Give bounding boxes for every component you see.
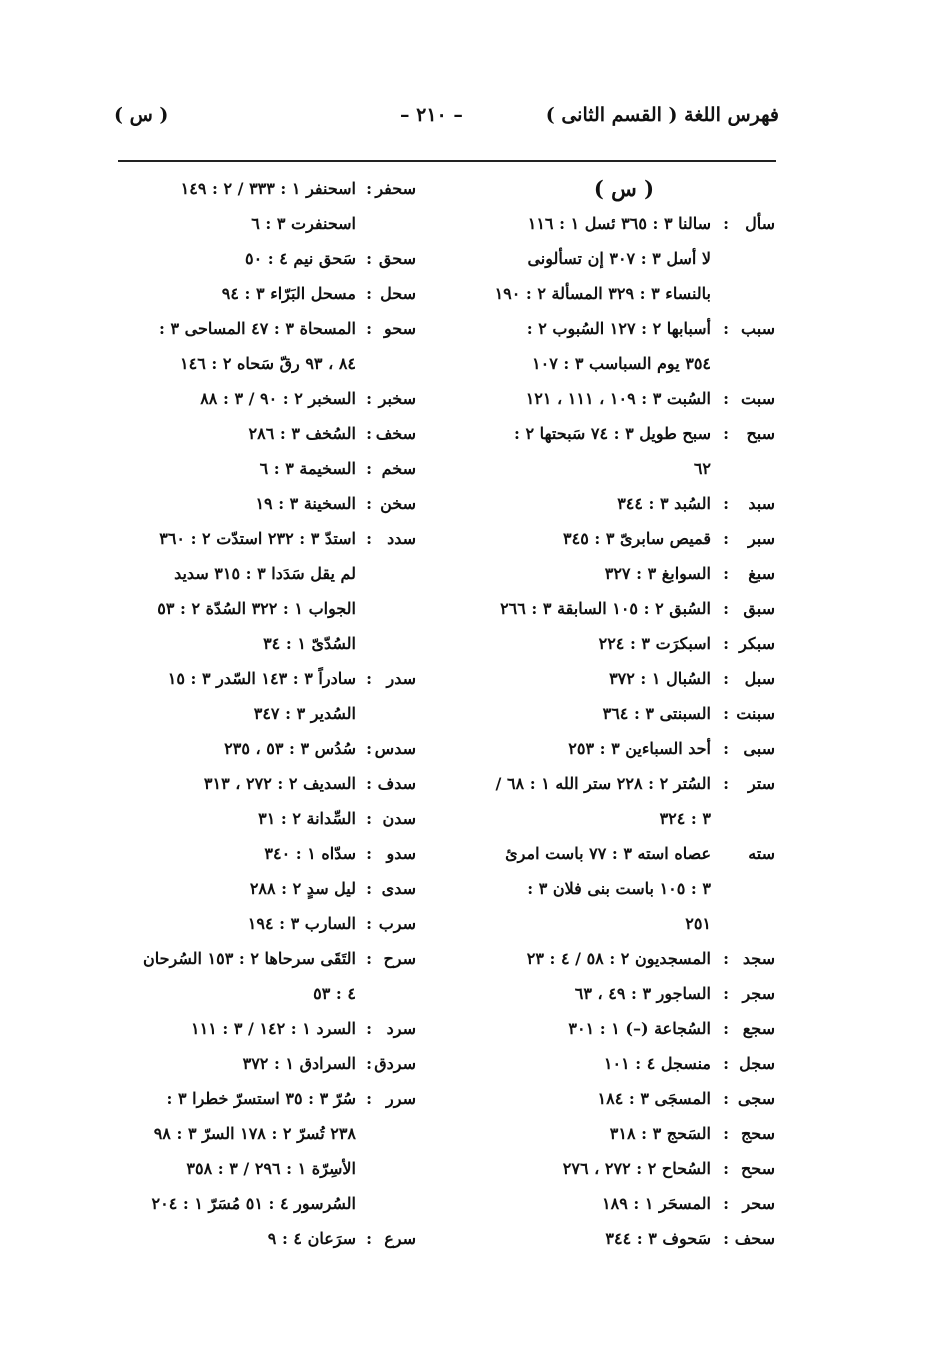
entry-references: ٢٣٨ تُسرّ ٢ : ١٧٨ السرّ ٣ : ٩٨ [153, 1124, 356, 1143]
entry-root: سدف [377, 774, 416, 793]
entry-separator: : [723, 529, 729, 548]
entry-root: سردق [374, 1054, 416, 1073]
entry-references: اسحنفر ١ : ٣٣٣ / ٢ : ١٤٩ [180, 179, 356, 198]
index-entry [114, 1011, 416, 1046]
entry-separator: : [723, 739, 729, 758]
index-entry [114, 941, 416, 976]
entry-root: سخف [375, 424, 416, 443]
entry-separator: : [366, 1054, 372, 1073]
entry-separator: : [723, 1124, 729, 1143]
index-entry [473, 241, 775, 276]
entry-references: سبح طويل ٣ : ٧٤ سَبحتها ٢ : [514, 424, 711, 443]
index-entry [473, 486, 775, 521]
entry-references: سدّاه ١ : ٣٤٠ [264, 844, 356, 863]
index-entry [473, 1081, 775, 1116]
index-entry [473, 206, 775, 241]
index-entry [114, 801, 416, 836]
entry-root: سبب [741, 319, 775, 338]
entry-separator: : [723, 1159, 729, 1178]
index-entry [114, 1081, 416, 1116]
entry-separator: : [723, 1194, 729, 1213]
entry-references: سَحق نيم ٤ : ٥٠ [245, 249, 356, 268]
index-entry [473, 1151, 775, 1186]
index-entry [473, 451, 775, 486]
entry-root: سجع [742, 1019, 775, 1038]
entry-references: السُخف ٣ : ٢٨٦ [248, 424, 356, 443]
entry-references: ٣ : ١٠٥ باست بنى فلان ٣ : [527, 879, 711, 898]
index-entry [473, 1011, 775, 1046]
entry-separator: : [723, 1019, 729, 1038]
entry-separator: : [366, 914, 372, 933]
entry-references: استدّ ٣ : ٢٣٢ استدّت ٢ : ٣٦٠ [159, 529, 356, 548]
entry-separator: : [723, 669, 729, 688]
entry-references: السبنتى ٣ : ٣٦٤ [602, 704, 711, 723]
index-entry [114, 626, 416, 661]
entry-separator: : [723, 494, 729, 513]
entry-references: السخبر ٢ : ٩٠ / ٣ : ٨٨ [200, 389, 356, 408]
index-entry [473, 661, 775, 696]
entry-separator: : [366, 844, 372, 863]
index-entry [114, 731, 416, 766]
entry-references: ٦٢ [693, 459, 711, 478]
entry-references: ٤ : ٥٣ [313, 984, 356, 1003]
entry-references: السُبال ١ : ٣٧٢ [609, 669, 711, 688]
index-entry [473, 1221, 775, 1256]
entry-references: منسجل ٤ : ١٠١ [603, 1054, 711, 1073]
entry-separator: : [366, 249, 372, 268]
index-entry [114, 311, 416, 346]
letter-heading: ( س ) [593, 176, 655, 201]
entry-separator: : [366, 424, 372, 443]
entry-separator: : [366, 389, 372, 408]
entry-references: السُحاح ٢ : ٢٧٢ ، ٢٧٦ [562, 1159, 711, 1178]
entry-references: ٨٤ ، ٩٣ رقّ سَحاه ٢ : ١٤٦ [180, 354, 356, 373]
entry-separator: : [366, 739, 372, 758]
running-title: فهرس اللغة ( القسم الثانى ) [545, 104, 779, 126]
index-entry [114, 1186, 416, 1221]
entry-references: أسبابها ٢ : ١٢٧ السُبوب ٢ : [526, 319, 711, 338]
index-entry [114, 766, 416, 801]
index-entry [473, 696, 775, 731]
index-entry [473, 801, 775, 836]
entry-root: سبكر [739, 634, 775, 653]
index-entry [114, 556, 416, 591]
index-entry [114, 521, 416, 556]
entry-references: السُبق ٢ : ١٠٥ السابقة ٣ : ٢٦٦ [500, 599, 711, 618]
index-entry [114, 346, 416, 381]
entry-separator: : [366, 529, 372, 548]
entry-references: المسحَر ١ : ١٨٩ [602, 1194, 711, 1213]
entry-root: سخن [380, 494, 416, 513]
index-entry [114, 1116, 416, 1151]
entry-references: السخينة ٣ : ١٩ [255, 494, 356, 513]
entry-root: سحج [740, 1124, 775, 1143]
entry-root: سرع [384, 1229, 416, 1248]
entry-references: لم يقل سَدَدا ٣ : ٣١٥ سديد [174, 564, 356, 583]
index-entry [473, 276, 775, 311]
entry-references: التَقَى سرحاها ٢ : ١٥٣ السُرحان [143, 949, 356, 968]
index-entry [114, 836, 416, 871]
index-entry [473, 1046, 775, 1081]
entry-root: سدس [374, 739, 416, 758]
entry-root: سدو [386, 844, 416, 863]
entry-separator: : [366, 319, 372, 338]
entry-references: مسحل البَرّاء ٣ : ٩٤ [221, 284, 356, 303]
entry-root: سرر [386, 1089, 416, 1108]
entry-separator: : [366, 284, 372, 303]
entry-references: ٣ : ٣٢٤ [659, 809, 711, 828]
entry-references: لا أسل ٣ : ٣٠٧ إن تسألونى [527, 249, 711, 268]
entry-separator: : [723, 984, 729, 1003]
entry-root: سحح [740, 1159, 775, 1178]
entry-references: السارب ٣ : ١٩٤ [247, 914, 356, 933]
entry-root: سبنت [736, 704, 775, 723]
entry-separator: : [723, 949, 729, 968]
index-entry [473, 626, 775, 661]
index-entry [473, 1186, 775, 1221]
entry-separator: : [723, 214, 729, 233]
index-entry [473, 346, 775, 381]
index-entry [473, 521, 775, 556]
entry-separator: : [366, 669, 372, 688]
entry-root: سدر [386, 669, 416, 688]
entry-separator: : [366, 1089, 372, 1108]
entry-references: الأسِرّة ١ : ٢٩٦ / ٣ : ٣٥٨ [186, 1159, 356, 1178]
entry-root: سحل [380, 284, 416, 303]
entry-references: السُدير ٣ : ٣٤٧ [253, 704, 356, 723]
entry-references: سُدُس ٣ : ٥٣ ، ٢٣٥ [224, 739, 356, 758]
index-entry [473, 766, 775, 801]
index-entry [473, 871, 775, 906]
index-entry [473, 976, 775, 1011]
entry-references: السُبت ٣ : ١٠٩ ، ١١١ ، ١٢١ [525, 389, 711, 408]
entry-separator: : [366, 494, 372, 513]
index-entry [114, 976, 416, 1011]
entry-root: سرح [383, 949, 416, 968]
entry-root: ستر [747, 774, 775, 793]
entry-root: سحف [734, 1229, 775, 1248]
entry-references: السخيمة ٣ : ٦ [259, 459, 356, 478]
entry-separator: : [723, 389, 729, 408]
entry-root: سجى [737, 1089, 775, 1108]
entry-root: سبر [747, 529, 775, 548]
entry-root: سدد [387, 529, 416, 548]
entry-root: سدن [382, 809, 416, 828]
entry-separator: : [366, 1229, 372, 1248]
index-entry [114, 276, 416, 311]
index-entry [114, 416, 416, 451]
entry-references: ٣٥٤ يوم السباسب ٣ : ١٠٧ [532, 354, 711, 373]
entry-separator: : [366, 879, 372, 898]
header-rule [118, 160, 776, 162]
index-entry [473, 1116, 775, 1151]
index-entry [473, 556, 775, 591]
entry-references: السرادق ١ : ٣٧٢ [242, 1054, 356, 1073]
entry-separator: : [723, 634, 729, 653]
entry-separator: : [366, 1019, 372, 1038]
entry-references: السُتر ٢ : ٢٢٨ ستر الله ١ : ٦٨ / [495, 774, 711, 793]
entry-root: سجر [742, 984, 775, 1003]
index-entry [114, 591, 416, 626]
entry-root: سرد [386, 1019, 416, 1038]
entry-references: اسحنفرت ٣ : ٦ [251, 214, 356, 233]
entry-references: سرَعان ٤ : ٩ [267, 1229, 356, 1248]
entry-root: سبق [743, 599, 775, 618]
entry-root: سدى [381, 879, 416, 898]
entry-root: سبت [741, 389, 775, 408]
index-entry [114, 486, 416, 521]
index-entry [114, 906, 416, 941]
entry-references: الساجور ٣ : ٤٩ ، ٦٣ [574, 984, 711, 1003]
entry-root: سبد [748, 494, 775, 513]
entry-references: السُدّىّ ١ : ٣٤ [263, 634, 356, 653]
entry-references: السُجاعة (–) ١ : ٣٠١ [568, 1019, 711, 1038]
entry-root: سأل [745, 214, 775, 233]
entry-references: المسحاة ٣ : ٤٧ المساحى ٣ : [159, 319, 356, 338]
entry-separator: : [723, 599, 729, 618]
entry-separator: : [723, 1089, 729, 1108]
entry-separator: : [723, 1229, 729, 1248]
entry-references: سَحوف ٣ : ٣٤٤ [605, 1229, 711, 1248]
entry-references: قميص سابرىّ ٣ : ٣٤٥ [563, 529, 711, 548]
index-entry [473, 416, 775, 451]
entry-separator: : [366, 949, 372, 968]
entry-references: المسجديون ٢ : ٥٨ / ٤ : ٢٣ [526, 949, 711, 968]
entry-references: اسبكرَت ٣ : ٢٢٤ [598, 634, 711, 653]
index-entry [114, 1046, 416, 1081]
section-letter: ( س ) [114, 104, 169, 126]
entry-references: بالنساء ٣ : ٣٢٩ المسألة ٢ : ١٩٠ [494, 284, 711, 303]
entry-references: السديف ٢ : ٢٧٢ ، ٣١٣ [203, 774, 356, 793]
entry-root: سجل [739, 1054, 775, 1073]
entry-separator: : [723, 564, 729, 583]
entry-references: السوابغ ٣ : ٣٢٧ [604, 564, 711, 583]
entry-separator: : [723, 774, 729, 793]
index-entry [114, 241, 416, 276]
entry-root: سحر [742, 1194, 775, 1213]
entry-separator: : [723, 319, 729, 338]
entry-references: سالنا ٣ : ٣٦٥ ئسل ١ : ١١٦ [527, 214, 711, 233]
index-entry [473, 731, 775, 766]
entry-root: سحفر [375, 179, 416, 198]
entry-references: السُرسور ٤ : ٥١ مُسَرّ ١ : ٢٠٤ [151, 1194, 356, 1213]
index-entry [114, 206, 416, 241]
entry-references: السِّدانة ٢ : ٣١ [258, 809, 356, 828]
index-entry [114, 1221, 416, 1256]
entry-references: عصاه استه ٣ : ٧٧ باست امرئ [505, 844, 711, 863]
left-column [114, 171, 416, 1256]
entry-references: السُبد ٣ : ٣٤٤ [617, 494, 711, 513]
entry-root: سته [748, 844, 775, 863]
entry-separator: : [723, 1054, 729, 1073]
entry-root: سحو [384, 319, 416, 338]
entry-root: سخبر [378, 389, 416, 408]
entry-references: سادراً ٣ : ١٤٣ السّدر ٣ : ١٥ [167, 669, 356, 688]
index-entry [473, 906, 775, 941]
entry-separator: : [723, 704, 729, 723]
page-number: – ٢١٠ – [400, 104, 463, 126]
entry-references: ليل سدٍ ٢ : ٢٨٨ [249, 879, 356, 898]
entry-root: سخم [381, 459, 416, 478]
entry-separator: : [366, 809, 372, 828]
entry-references: المسجَى ٣ : ١٨٤ [597, 1089, 711, 1108]
index-entry [114, 871, 416, 906]
entry-root: سبل [744, 669, 775, 688]
index-entry [114, 1151, 416, 1186]
entry-references: السَحج ٣ : ٣١٨ [609, 1124, 711, 1143]
entry-root: سبغ [748, 564, 775, 583]
index-entry [473, 836, 775, 871]
entry-root: سحق [378, 249, 416, 268]
index-entry [114, 451, 416, 486]
index-entry [114, 171, 416, 206]
entry-root: سبى [743, 739, 775, 758]
index-entry [473, 591, 775, 626]
entry-references: الجواب ١ : ٣٢٢ السُدّة ٢ : ٥٣ [157, 599, 356, 618]
index-entry [473, 941, 775, 976]
right-column [473, 171, 775, 1256]
entry-separator: : [366, 774, 372, 793]
entry-separator: : [366, 179, 372, 198]
index-entry [473, 381, 775, 416]
entry-root: سجد [742, 949, 775, 968]
entry-references: أحد السباءين ٣ : ٢٥٣ [568, 739, 711, 758]
entry-references: ٢٥١ [685, 914, 711, 933]
index-entry [114, 381, 416, 416]
entry-root: سبح [746, 424, 775, 443]
entry-references: سُرّ ٣ : ٣٥ استسرّ خطرا ٣ : [166, 1089, 356, 1108]
entry-references: السرد ١ : ١٤٢ / ٣ : ١١١ [191, 1019, 356, 1038]
index-entry [114, 696, 416, 731]
index-entry [473, 311, 775, 346]
entry-separator: : [366, 459, 372, 478]
index-entry [114, 661, 416, 696]
entry-separator: : [723, 424, 729, 443]
entry-root: سرب [378, 914, 416, 933]
